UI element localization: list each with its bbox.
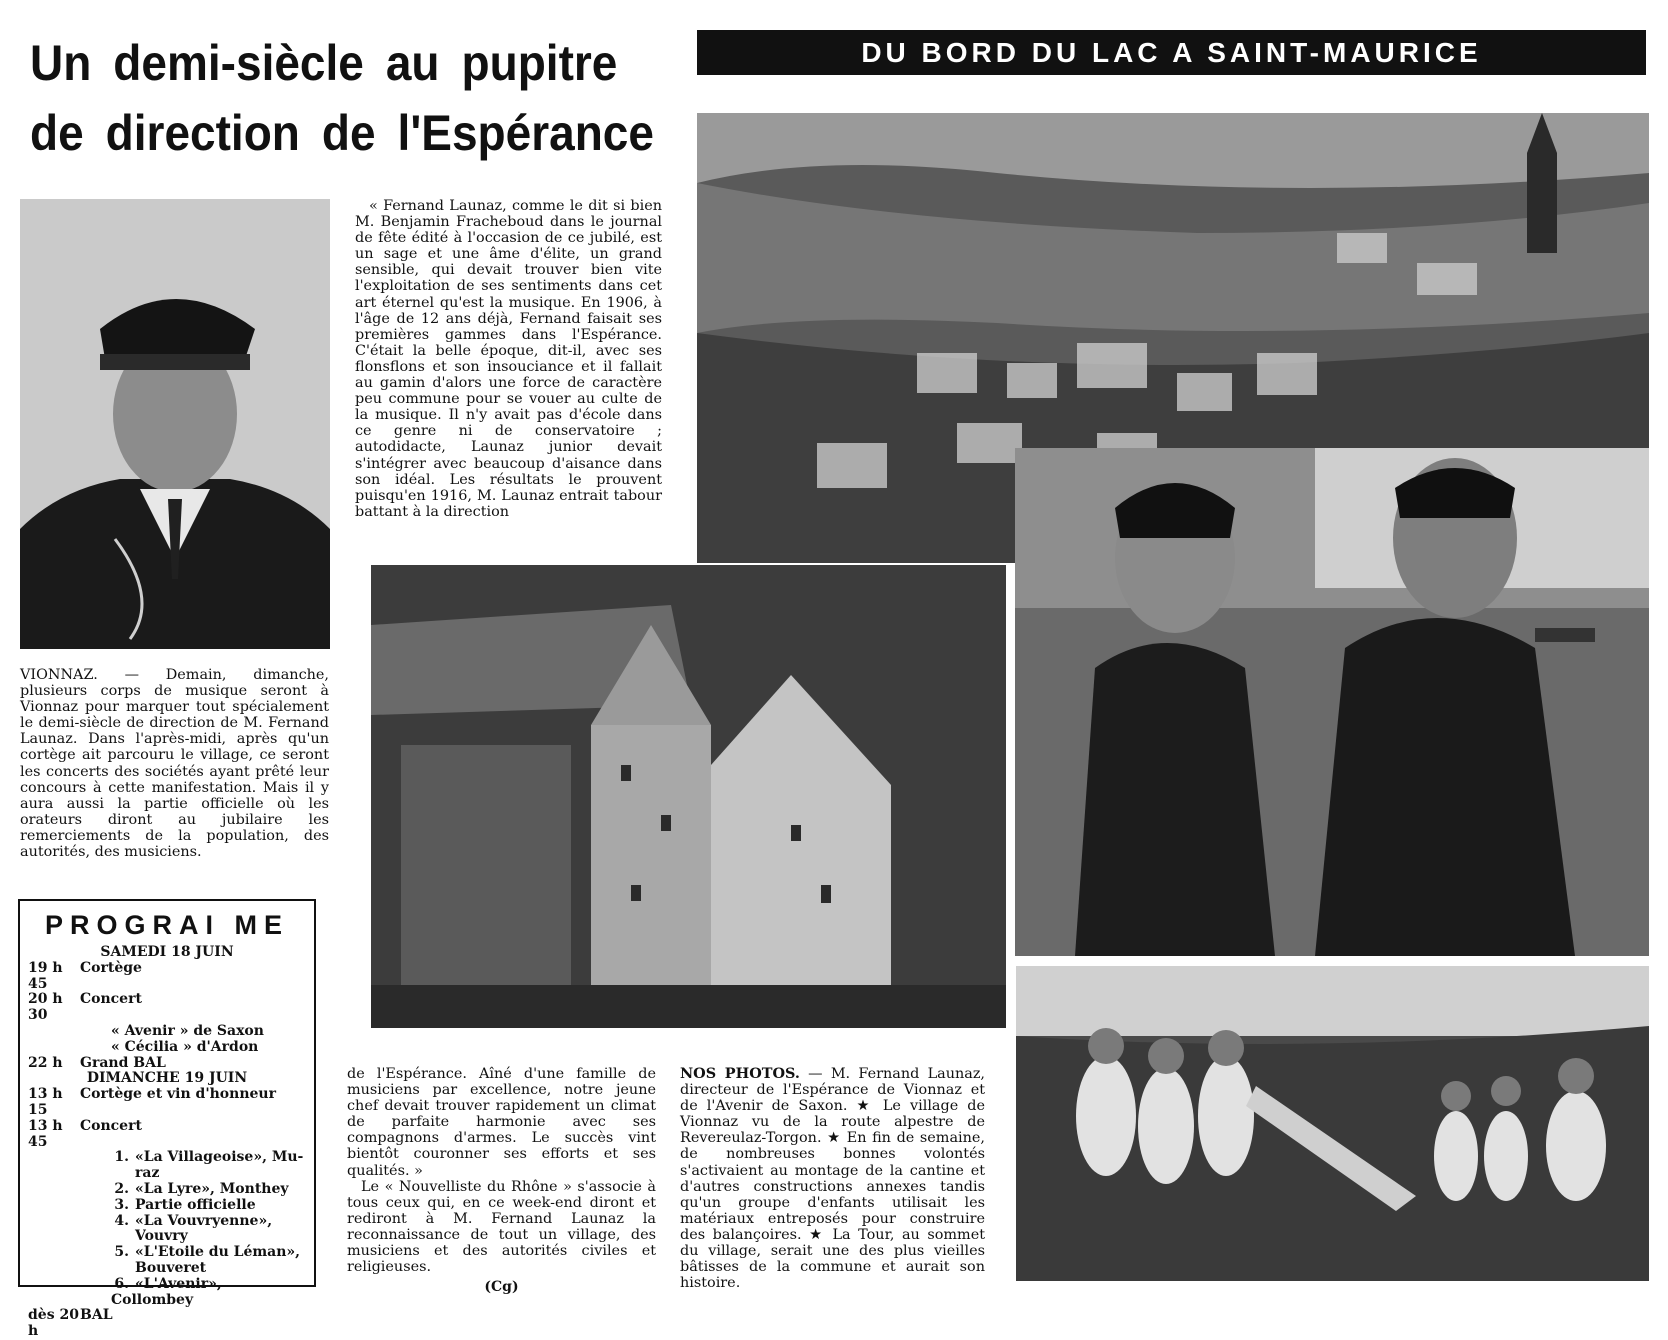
program-time: 20 h 30 <box>28 991 63 1024</box>
children-photo <box>1016 966 1649 1281</box>
caption-label: NOS PHOTOS. <box>680 1065 800 1082</box>
headline <box>30 28 654 168</box>
program-box <box>18 899 316 1340</box>
saturday-title: SAMEDI 18 JUIN <box>100 944 234 960</box>
concert-list-item: 6. «L'Avenir», Collombey <box>111 1275 222 1308</box>
portrait-photo <box>20 199 330 649</box>
workers-photo <box>1015 448 1649 956</box>
program-event: Concert <box>80 991 142 1008</box>
concert-list-item-cont: raz <box>135 1165 160 1182</box>
caption-text: — M. Fernand Launaz, directeur de l'Espérance de Vionnaz et de l'Avenir de Saxon. ★ Le village de Vionnaz vu de la route alpestre de Revereulaz-Torgon. ★ En fin de semaine, de nombreuses bonnes volontés s'activaient au montage de la cantine et d'autres constructions annexes tandis qu'un groupe d'enfants utilisait les matériaux entreposés pour construire des balançoires. ★ La Tour, au sommet du village, serait une des plus vieilles bâtisses de la commune et aurait son histoire. <box>680 1066 986 1292</box>
photos-caption <box>680 1066 985 1291</box>
program-event: Cortège et vin d'honneur <box>80 1086 276 1103</box>
concert-list-item: 2. «La Lyre», Monthey <box>114 1180 289 1197</box>
concert-list-item: 5. «L'Etoile du Léman», <box>114 1244 301 1261</box>
concert-list-item-cont: Bouveret <box>135 1259 207 1276</box>
concert-list-item-cont: Vouvry <box>135 1228 188 1245</box>
lead-paragraph <box>20 667 329 860</box>
concert-list-item: 3. Partie officielle <box>114 1196 256 1213</box>
headline-line-2: de direction de l'Espérance <box>30 105 654 161</box>
sunday-title: DIMANCHE 19 JUIN <box>86 1070 248 1087</box>
program-row <box>28 961 306 993</box>
program-time: 13 h 45 <box>28 1117 63 1150</box>
article-column-1 <box>355 198 662 520</box>
article-paragraph-1: « Fernand Launaz, comme le dit si bien M. Benjamin Fracheboud dans le journal de fête édité à l'occasion de ce jubilé, est un sage et une âme d'élite, un grand sensible, qui devait trouver bien vite l'exploitation de ses sentiments dans cet art éternel qu'est la musique. En 1906, à l'âge de 12 ans déjà, Fernand faisait ses premières gammes dans l'Espérance. C'était la belle époque, dit-il, avec ses flonsflons et son insouciance et il fallait au gamin d'alors une force de caractère peu commune pour se vouer au culte de la musique. Il n'y avait pas d'école dans ce genre ni de conservatoire ; autodidacte, Launaz junior devait s'intégrer avec beaucoup d'aisance dans son idéal. Les résultats le prouvent puisqu'en 1916, M. Launaz entrait tabour battant à la direction <box>355 198 662 520</box>
article-column-2 <box>347 1066 656 1295</box>
program-row <box>28 1087 306 1119</box>
concert-item: « Cécilia » d'Ardon <box>111 1038 259 1055</box>
program-time: 19 h 45 <box>28 959 63 992</box>
program-time: 13 h 15 <box>28 1086 63 1118</box>
program-event: Grand BAL <box>80 1054 166 1071</box>
concert-item: « Avenir » de Saxon <box>111 1022 264 1039</box>
lead-text: VIONNAZ. — Demain, dimanche, plusieurs corps de musique seront à Vionnaz pour marquer tout spécialement le demi-siècle de direction de M. Fernand Launaz. Dans l'après-midi, après qu'un cortège ait parcouru le village, ce seront les concerts des sociétés ayant prêté leur concours à cette manifestation. Mais il y aura aussi la partie officielle où les orateurs diront au jubilaire les remerciements de la population, des autorités, des musiciens. <box>20 667 329 861</box>
program-time: 22 h <box>28 1054 63 1071</box>
concert-list-item: 1. «La Villageoise», Mu- <box>114 1149 304 1166</box>
program-row <box>28 992 306 1024</box>
headline-line-1: Un demi-siècle au pupitre <box>30 35 618 91</box>
article-paragraph-3: Le « Nouvelliste du Rhône » s'associe à tous ceux qui, en ce week-end diront et rediront à M. Fernand Launaz la reconnaissance de tout un village, des musiciens et des autorités civiles et religieuses. <box>347 1178 656 1276</box>
banner-text: DU BORD DU LAC A SAINT-MAURICE <box>861 36 1482 68</box>
program-time: dès 20 h <box>28 1307 79 1340</box>
article-paragraph-2: de l'Espérance. Aîné d'une famille de musiciens par excellence, notre jeune chef devait trouver rapidement un climat de parfaite harmonie avec ses compagnons d'armes. Le succès vint bientôt couronner ses efforts et ses qualités. » <box>347 1066 656 1179</box>
program-row <box>28 1056 306 1072</box>
program-event: BAL <box>80 1307 113 1324</box>
tower-photo <box>371 565 1006 1028</box>
program-event: Concert <box>80 1117 142 1134</box>
concert-list-item: 4. «La Vouvryenne», <box>114 1212 273 1229</box>
program-row <box>28 1119 306 1151</box>
program-title: PROGRAI ME <box>44 910 289 940</box>
program-event: Cortège <box>80 959 142 976</box>
article-signature: (Cg) <box>484 1279 519 1296</box>
section-banner <box>697 30 1646 75</box>
program-row <box>28 1308 306 1340</box>
